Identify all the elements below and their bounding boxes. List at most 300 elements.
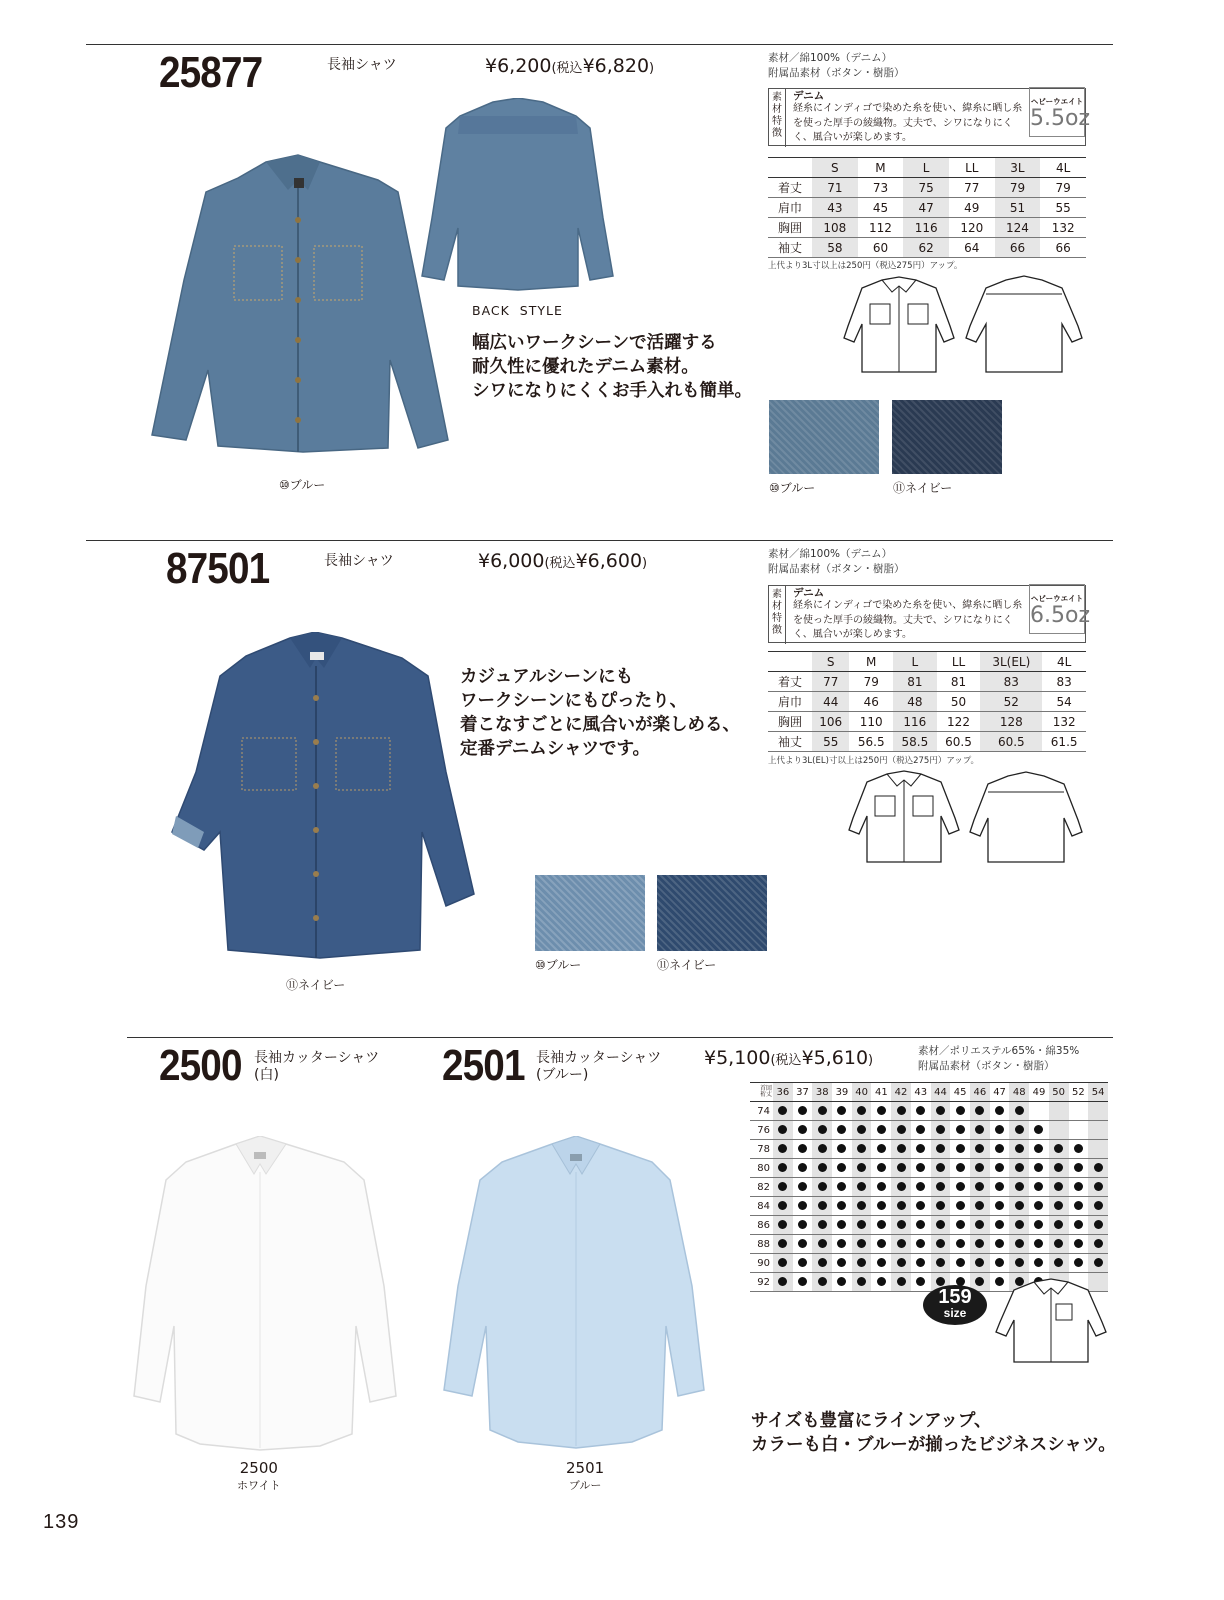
color-text: (白) [254, 1067, 279, 1083]
material-text: 素材／綿100%（デニム） [768, 548, 893, 560]
caption-code: 2500 [239, 1459, 278, 1477]
type-text: 長袖カッターシャツ [536, 1050, 662, 1066]
available-dot [837, 1258, 846, 1267]
table-row [750, 1178, 1108, 1197]
availability-cell [1088, 1254, 1108, 1273]
availability-cell [832, 1254, 852, 1273]
sleeve-length-label: 78 [750, 1140, 773, 1159]
size-table [768, 651, 1086, 752]
available-dot [897, 1277, 906, 1286]
available-dot [916, 1125, 925, 1134]
accessory-text: 附属品素材（ボタン・樹脂） [918, 1060, 1055, 1072]
availability-cell [871, 1121, 891, 1140]
available-dot [956, 1144, 965, 1153]
available-dot [975, 1106, 984, 1115]
availability-cell [970, 1254, 990, 1273]
availability-cell [773, 1178, 793, 1197]
neck-size-header: 50 [1049, 1083, 1069, 1102]
material-info [768, 547, 905, 577]
availability-cell [832, 1273, 852, 1292]
availability-cell [931, 1102, 951, 1121]
table-row [768, 218, 1086, 238]
cell: 51 [995, 198, 1041, 218]
line-drawing-front [992, 1278, 1110, 1366]
availability-cell [911, 1178, 931, 1197]
fabric-swatch [892, 400, 1002, 474]
availability-cell [1029, 1121, 1049, 1140]
neck-size-header: 39 [832, 1083, 852, 1102]
available-dot [818, 1277, 827, 1286]
available-dot [995, 1144, 1004, 1153]
availability-cell [871, 1178, 891, 1197]
availability-cell [911, 1216, 931, 1235]
neck-size-header: 49 [1029, 1083, 1049, 1102]
available-dot [798, 1106, 807, 1115]
availability-cell [1088, 1140, 1108, 1159]
availability-cell [1049, 1235, 1069, 1254]
feature-text: 経糸にインディゴで染めた糸を使い、緯糸に晒し糸を使った厚手の綾織物。丈夫で、シワになりにくく、風合いが楽しめます。 [793, 103, 1023, 143]
product-type [536, 1050, 661, 1084]
available-dot [956, 1163, 965, 1172]
neck-size-header: 42 [891, 1083, 911, 1102]
cell: 44 [812, 692, 849, 712]
available-dot [778, 1239, 787, 1248]
available-dot [956, 1125, 965, 1134]
available-dot [1074, 1239, 1083, 1248]
material-text: 素材／ポリエステル65%・綿35% [918, 1045, 1080, 1057]
back-style-label: BACK STYLE [472, 303, 563, 318]
availability-cell [1009, 1254, 1029, 1273]
available-dot [877, 1258, 886, 1267]
availability-cell [1029, 1254, 1049, 1273]
cell: 110 [849, 712, 893, 732]
product-price [704, 1047, 873, 1069]
feature-title: デニム [793, 90, 825, 102]
tax-price: ¥6,600 [575, 550, 643, 572]
table-row [750, 1140, 1108, 1159]
cell: 79 [849, 672, 893, 692]
availability-cell [1069, 1102, 1089, 1121]
availability-cell [1009, 1140, 1029, 1159]
available-dot [1074, 1201, 1083, 1210]
availability-cell [793, 1235, 813, 1254]
cell: 66 [995, 238, 1041, 258]
availability-cell [793, 1273, 813, 1292]
available-dot [818, 1201, 827, 1210]
neck-size-header: 45 [950, 1083, 970, 1102]
color-text: (ブルー) [536, 1067, 589, 1083]
available-dot [975, 1201, 984, 1210]
row-label: 胸囲 [768, 712, 812, 732]
available-dot [857, 1220, 866, 1229]
available-dot [857, 1182, 866, 1191]
availability-cell [891, 1102, 911, 1121]
main-color-caption: ⑪ネイビー [286, 978, 346, 992]
availability-cell [950, 1159, 970, 1178]
available-dot [995, 1163, 1004, 1172]
available-dot [916, 1106, 925, 1115]
availability-cell [911, 1197, 931, 1216]
fabric-swatch [535, 875, 645, 951]
available-dot [897, 1239, 906, 1248]
available-dot [956, 1258, 965, 1267]
available-dot [857, 1277, 866, 1286]
available-dot [975, 1125, 984, 1134]
available-dot [1034, 1239, 1043, 1248]
cell: 46 [849, 692, 893, 712]
availability-cell [950, 1140, 970, 1159]
tax-label: (税込 [544, 556, 576, 571]
catch-copy [751, 1409, 1116, 1457]
available-dot [837, 1125, 846, 1134]
availability-cell [832, 1121, 852, 1140]
cell: 50 [937, 692, 981, 712]
available-dot [936, 1182, 945, 1191]
availability-cell [1009, 1121, 1029, 1140]
weight-badge [1029, 87, 1090, 137]
cell: 54 [1042, 692, 1086, 712]
available-dot [798, 1258, 807, 1267]
available-dot [916, 1182, 925, 1191]
available-dot [877, 1125, 886, 1134]
feature-label: 素材特徴 [769, 586, 786, 644]
available-dot [1015, 1106, 1024, 1115]
availability-cell [832, 1159, 852, 1178]
availability-cell [793, 1197, 813, 1216]
swatch-label: ⑩ブルー [769, 481, 816, 495]
available-dot [837, 1163, 846, 1172]
catch-line: カジュアルシーンにも [460, 667, 634, 687]
availability-cell [793, 1216, 813, 1235]
product-code: 2501 [442, 1041, 525, 1090]
cell: 71 [812, 178, 858, 198]
table-row [750, 1254, 1108, 1273]
available-dot [818, 1163, 827, 1172]
available-dot [1094, 1239, 1103, 1248]
cell: 116 [893, 712, 937, 732]
table-row [768, 198, 1086, 218]
sleeve-length-label: 86 [750, 1216, 773, 1235]
available-dot [857, 1144, 866, 1153]
accessory-text: 附属品素材（ボタン・樹脂） [768, 563, 905, 575]
tax-label: (税込 [551, 61, 583, 76]
available-dot [1074, 1182, 1083, 1191]
availability-cell [852, 1216, 872, 1235]
available-dot [1034, 1144, 1043, 1153]
shirt-back-image [418, 98, 616, 298]
availability-cell [812, 1273, 832, 1292]
shirt-front-image [170, 632, 482, 972]
available-dot [778, 1258, 787, 1267]
availability-cell [950, 1121, 970, 1140]
feature-label: 素材特徴 [769, 89, 786, 147]
available-dot [857, 1258, 866, 1267]
table-row [768, 692, 1086, 712]
size-header: LL [937, 652, 981, 672]
availability-cell [812, 1121, 832, 1140]
weight-badge [1029, 584, 1090, 634]
table-row [750, 1235, 1108, 1254]
available-dot [798, 1220, 807, 1229]
available-dot [936, 1163, 945, 1172]
availability-cell [812, 1235, 832, 1254]
sleeve-length-label: 82 [750, 1178, 773, 1197]
availability-cell [1049, 1178, 1069, 1197]
availability-cell [990, 1159, 1010, 1178]
sleeve-length-label: 90 [750, 1254, 773, 1273]
availability-cell [852, 1254, 872, 1273]
availability-cell [793, 1121, 813, 1140]
table-row [750, 1121, 1108, 1140]
line-drawing-back [962, 274, 1086, 376]
cell: 79 [1040, 178, 1086, 198]
available-dot [778, 1182, 787, 1191]
price-value: ¥6,200 [485, 55, 552, 77]
size-note: 上代より3L(EL)寸以上は250円（税込275円）アップ。 [768, 756, 980, 766]
cell: 55 [812, 732, 849, 752]
cell: 79 [995, 178, 1041, 198]
availability-cell [970, 1140, 990, 1159]
neck-size-header: 48 [1009, 1083, 1029, 1102]
weight-value: 6.5oz [1030, 603, 1090, 628]
available-dot [778, 1220, 787, 1229]
table-row [750, 1159, 1108, 1178]
cell: 120 [949, 218, 995, 238]
available-dot [936, 1239, 945, 1248]
availability-cell [891, 1197, 911, 1216]
availability-cell [990, 1121, 1010, 1140]
cell: 124 [995, 218, 1041, 238]
availability-cell [832, 1102, 852, 1121]
row-label: 袖丈 [768, 238, 812, 258]
neck-size-header: 36 [773, 1083, 793, 1102]
available-dot [798, 1182, 807, 1191]
available-dot [877, 1277, 886, 1286]
product-caption [566, 1459, 604, 1493]
availability-cell [832, 1178, 852, 1197]
available-dot [916, 1201, 925, 1210]
available-dot [1034, 1201, 1043, 1210]
cell: 108 [812, 218, 858, 238]
material-info [768, 51, 905, 81]
swatch-label: ⑩ブルー [535, 958, 582, 972]
availability-cell [891, 1254, 911, 1273]
sleeve-length-label: 84 [750, 1197, 773, 1216]
availability-cell [871, 1102, 891, 1121]
availability-cell [1069, 1197, 1089, 1216]
available-dot [857, 1201, 866, 1210]
section-divider [127, 1037, 1113, 1038]
cell: 77 [949, 178, 995, 198]
available-dot [1034, 1182, 1043, 1191]
availability-cell [950, 1178, 970, 1197]
available-dot [975, 1182, 984, 1191]
availability-cell [1009, 1159, 1029, 1178]
cell: 83 [1042, 672, 1086, 692]
available-dot [975, 1220, 984, 1229]
table-row [750, 1102, 1108, 1121]
tax-price: ¥5,610 [801, 1047, 869, 1069]
availability-cell [812, 1140, 832, 1159]
availability-cell [773, 1197, 793, 1216]
available-dot [877, 1182, 886, 1191]
catch-line: ワークシーンにもぴったり、 [460, 691, 688, 711]
available-dot [975, 1144, 984, 1153]
available-dot [837, 1106, 846, 1115]
price-value: ¥5,100 [704, 1047, 771, 1069]
neck-size-header: 46 [970, 1083, 990, 1102]
availability-cell [1069, 1121, 1089, 1140]
available-dot [956, 1201, 965, 1210]
availability-cell [812, 1216, 832, 1235]
available-dot [818, 1258, 827, 1267]
cell: 49 [949, 198, 995, 218]
sleeve-length-label: 76 [750, 1121, 773, 1140]
availability-cell [990, 1140, 1010, 1159]
availability-cell [832, 1140, 852, 1159]
available-dot [837, 1277, 846, 1286]
available-dot [975, 1239, 984, 1248]
available-dot [1094, 1201, 1103, 1210]
table-row [768, 712, 1086, 732]
availability-cell [793, 1140, 813, 1159]
row-label: 着丈 [768, 178, 812, 198]
availability-cell [970, 1216, 990, 1235]
available-dot [778, 1144, 787, 1153]
availability-cell [852, 1273, 872, 1292]
availability-cell [1088, 1235, 1108, 1254]
availability-cell [931, 1178, 951, 1197]
size-header: 3L [995, 158, 1041, 178]
availability-cell [871, 1254, 891, 1273]
catch-line: シワになりにくくお手入れも簡単。 [472, 381, 752, 401]
availability-cell [931, 1197, 951, 1216]
row-label: 袖丈 [768, 732, 812, 752]
available-dot [1015, 1125, 1024, 1134]
availability-cell [832, 1197, 852, 1216]
available-dot [798, 1163, 807, 1172]
available-dot [975, 1163, 984, 1172]
availability-cell [871, 1197, 891, 1216]
availability-cell [891, 1140, 911, 1159]
badge-number: 159 [938, 1286, 972, 1308]
cell: 73 [858, 178, 904, 198]
available-dot [1094, 1163, 1103, 1172]
catch-copy [460, 665, 740, 761]
available-dot [837, 1144, 846, 1153]
available-dot [916, 1239, 925, 1248]
available-dot [995, 1106, 1004, 1115]
neck-size-header: 47 [990, 1083, 1010, 1102]
available-dot [837, 1239, 846, 1248]
available-dot [897, 1220, 906, 1229]
availability-cell [1088, 1178, 1108, 1197]
available-dot [936, 1258, 945, 1267]
availability-cell [773, 1140, 793, 1159]
available-dot [877, 1144, 886, 1153]
available-dot [975, 1277, 984, 1286]
cell: 45 [858, 198, 904, 218]
availability-cell [1069, 1178, 1089, 1197]
availability-cell [871, 1140, 891, 1159]
availability-cell [1088, 1121, 1108, 1140]
section-divider [86, 540, 1113, 541]
availability-cell [1088, 1102, 1108, 1121]
cell: 122 [937, 712, 981, 732]
product-price [485, 55, 654, 77]
availability-cell [931, 1254, 951, 1273]
weight-label: ヘビーウエイト [1030, 97, 1084, 106]
table-row [768, 238, 1086, 258]
tax-close: ) [649, 61, 655, 76]
available-dot [877, 1220, 886, 1229]
availability-cell [891, 1273, 911, 1292]
available-dot [1094, 1220, 1103, 1229]
cell: 132 [1042, 712, 1086, 732]
row-label: 肩巾 [768, 198, 812, 218]
available-dot [818, 1106, 827, 1115]
available-dot [778, 1201, 787, 1210]
corner-top: 首回 [759, 1085, 772, 1092]
availability-cell [812, 1159, 832, 1178]
available-dot [798, 1201, 807, 1210]
availability-cell [1088, 1197, 1108, 1216]
availability-cell [852, 1121, 872, 1140]
feature-text: 経糸にインディゴで染めた糸を使い、緯糸に晒し糸を使った厚手の綾織物。丈夫で、シワになりにくく、風合いが楽しめます。 [793, 600, 1023, 640]
cell: 52 [980, 692, 1042, 712]
sleeve-length-label: 88 [750, 1235, 773, 1254]
available-dot [1074, 1144, 1083, 1153]
size-count-badge [923, 1285, 987, 1325]
availability-cell [773, 1273, 793, 1292]
availability-cell [871, 1235, 891, 1254]
available-dot [995, 1258, 1004, 1267]
tax-close: ) [868, 1053, 874, 1068]
availability-cell [1069, 1235, 1089, 1254]
available-dot [1074, 1258, 1083, 1267]
available-dot [1054, 1182, 1063, 1191]
available-dot [916, 1220, 925, 1229]
cell: 60.5 [937, 732, 981, 752]
catch-line: 耐久性に優れたデニム素材。 [472, 357, 699, 377]
availability-cell [852, 1140, 872, 1159]
availability-cell [793, 1254, 813, 1273]
tax-close: ) [642, 556, 648, 571]
neck-size-header: 37 [793, 1083, 813, 1102]
availability-cell [950, 1197, 970, 1216]
size-header: M [858, 158, 904, 178]
size-header: L [893, 652, 937, 672]
available-dot [1074, 1220, 1083, 1229]
available-dot [1015, 1201, 1024, 1210]
available-dot [1054, 1201, 1063, 1210]
availability-cell [970, 1235, 990, 1254]
table-row [750, 1197, 1108, 1216]
availability-cell [1029, 1235, 1049, 1254]
available-dot [1054, 1220, 1063, 1229]
available-dot [956, 1182, 965, 1191]
corner-bottom: 裄丈 [759, 1091, 772, 1098]
sleeve-length-label: 74 [750, 1102, 773, 1121]
available-dot [936, 1201, 945, 1210]
cell: 106 [812, 712, 849, 732]
availability-cell [773, 1235, 793, 1254]
size-table [768, 157, 1086, 258]
cell: 60 [858, 238, 904, 258]
fabric-swatch [769, 400, 879, 474]
product-price [478, 550, 647, 572]
available-dot [936, 1144, 945, 1153]
